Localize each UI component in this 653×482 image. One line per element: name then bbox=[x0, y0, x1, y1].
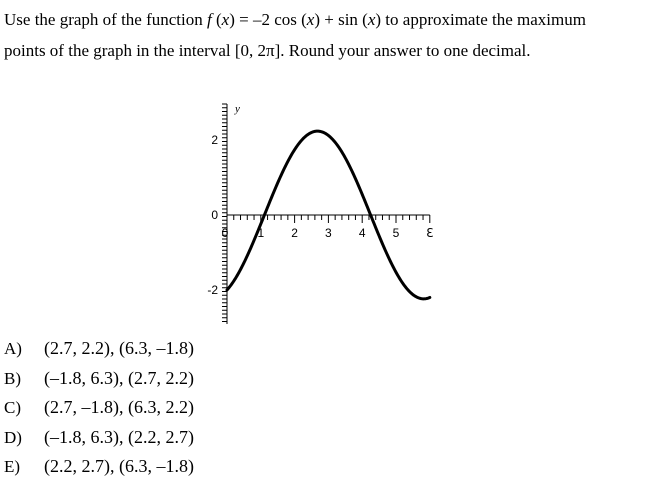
choice-answer: (2.2, 2.7), (6.3, –1.8) bbox=[44, 456, 194, 476]
x-tick-label: 3 bbox=[325, 226, 332, 240]
answer-choices bbox=[4, 334, 194, 482]
choice-answer: (2.7, –1.8), (6.3, 2.2) bbox=[44, 397, 194, 417]
function-variable-3: x bbox=[367, 10, 376, 29]
choice-letter: B) bbox=[4, 368, 21, 388]
y-tick-label: 2 bbox=[211, 133, 218, 147]
function-paren-open: ( bbox=[211, 10, 222, 29]
choice-answer: (2.7, 2.2), (6.3, –1.8) bbox=[44, 338, 194, 358]
choice-letter: A) bbox=[4, 339, 22, 358]
function-variable: x bbox=[221, 10, 230, 29]
function-variable-2: x bbox=[306, 10, 315, 29]
x-tick-label: ℇ bbox=[426, 226, 434, 240]
question-line-1 bbox=[4, 4, 644, 35]
x-tick-label: 0 bbox=[221, 226, 229, 240]
x-tick-label: 1 bbox=[257, 226, 265, 240]
choice-c[interactable] bbox=[4, 393, 194, 423]
function-graph bbox=[195, 96, 445, 331]
choice-d[interactable] bbox=[4, 423, 194, 453]
y-tick-label: 0 bbox=[211, 208, 218, 222]
graph-ticks bbox=[222, 104, 430, 322]
function-name: f bbox=[207, 10, 212, 29]
question-text bbox=[4, 4, 644, 66]
choice-answer: (–1.8, 6.3), (2.7, 2.2) bbox=[44, 367, 194, 388]
choice-letter: E) bbox=[4, 457, 21, 476]
function-cos-term: ) = –2 cos ( bbox=[229, 10, 307, 29]
question-instruction: . Round your answer to one decimal. bbox=[280, 41, 531, 60]
question-intro-end: to approximate the maximum bbox=[381, 10, 586, 29]
x-tick-label: 5 bbox=[392, 226, 400, 240]
question-line-2 bbox=[4, 35, 644, 66]
y-axis-label: y bbox=[235, 103, 240, 115]
choice-b[interactable] bbox=[4, 364, 194, 394]
function-sin-term: ) + sin ( bbox=[314, 10, 368, 29]
choice-letter: D) bbox=[4, 427, 22, 447]
question-intro: Use the graph of the function bbox=[4, 10, 207, 29]
interval-expression: [0, 2π] bbox=[234, 41, 281, 60]
choice-a[interactable] bbox=[4, 334, 194, 364]
question-interval-text: points of the graph in the interval bbox=[4, 41, 235, 60]
choice-answer: (–1.8, 6.3), (2.2, 2.7) bbox=[44, 426, 194, 447]
y-tick-label: -2 bbox=[207, 283, 218, 297]
function-paren-close: ) bbox=[375, 10, 382, 29]
x-tick-label: 4 bbox=[358, 226, 366, 240]
x-tick-label: 2 bbox=[291, 226, 298, 240]
choice-e[interactable] bbox=[4, 452, 194, 482]
choice-letter: C) bbox=[4, 398, 21, 417]
